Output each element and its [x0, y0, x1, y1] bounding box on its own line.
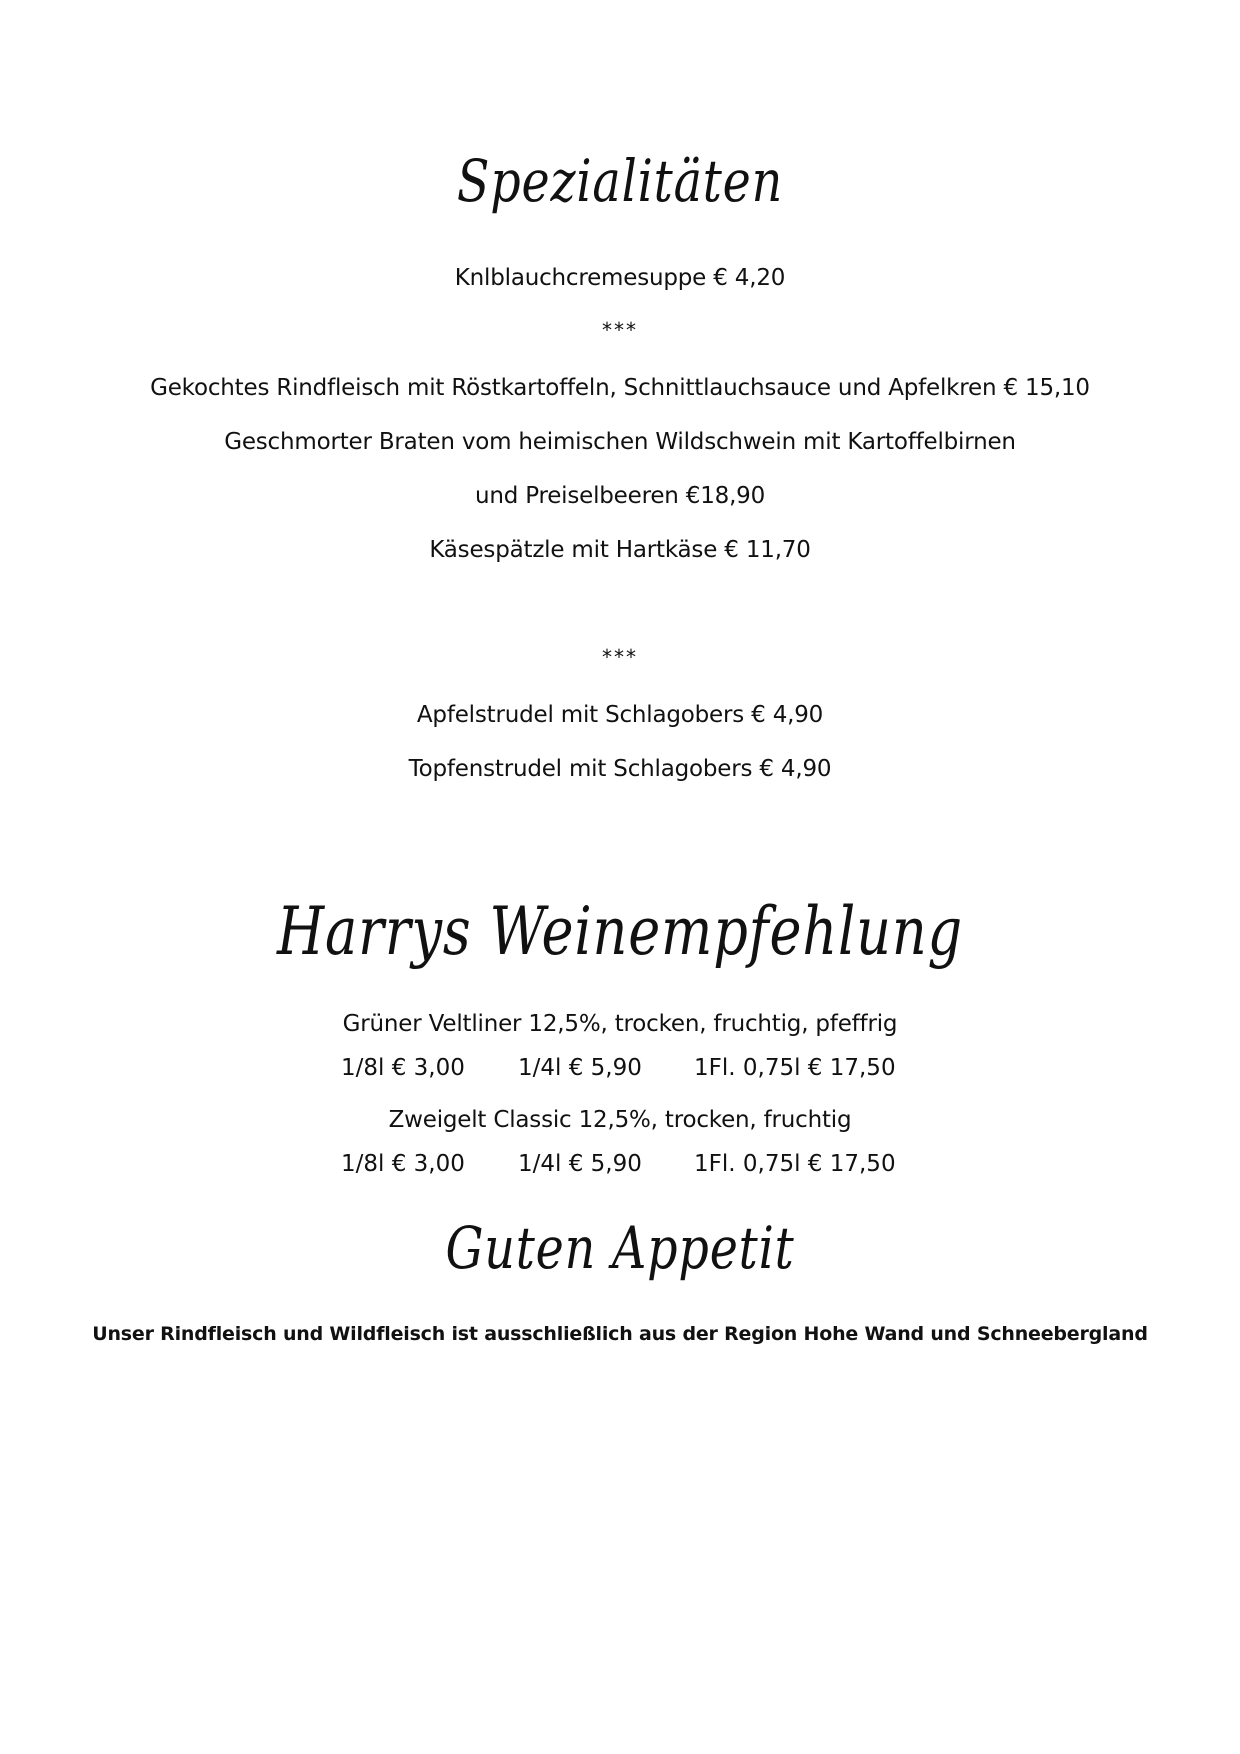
course-separator: ***	[602, 645, 638, 669]
price-bottle: 1Fl. 0,75l € 17,50	[694, 1151, 896, 1177]
main-course-item: Geschmorter Braten vom heimischen Wildschwein mit Kartoffelbirnen	[224, 429, 1016, 455]
dessert-item: Topfenstrudel mit Schlagobers € 4,90	[408, 756, 832, 782]
dessert-item: Apfelstrudel mit Schlagobers € 4,90	[416, 702, 824, 728]
soup-item: Knlblauchcremesuppe € 4,20	[454, 265, 786, 291]
closing-title: Guten Appetit	[445, 1214, 795, 1282]
main-course-item: Gekochtes Rindfleisch mit Röstkartoffeln, Schnittlauchsauce und Apfelkren € 15,10	[150, 375, 1090, 401]
wine-name: Grüner Veltliner 12,5%, trocken, fruchtig, pfeffrig	[342, 1011, 898, 1037]
specials-title: Spezialitäten	[456, 147, 784, 215]
price-bottle: 1Fl. 0,75l € 17,50	[694, 1055, 896, 1081]
wine-name: Zweigelt Classic 12,5%, trocken, fruchtig	[388, 1107, 852, 1133]
main-course-item-continuation: und Preiselbeeren €18,90	[474, 483, 766, 509]
price-quarter-liter: 1/4l € 5,90	[518, 1055, 642, 1081]
price-eighth-liter: 1/8l € 3,00	[341, 1151, 465, 1177]
wine-title: Harrys Weinempfehlung	[277, 893, 963, 970]
course-separator: ***	[602, 318, 638, 342]
origin-note: Unser Rindfleisch und Wildfleisch ist ausschließlich aus der Region Hohe Wand und Schneebergland	[92, 1323, 1148, 1345]
main-course-item: Käsespätzle mit Hartkäse € 11,70	[429, 537, 811, 563]
price-eighth-liter: 1/8l € 3,00	[341, 1055, 465, 1081]
price-quarter-liter: 1/4l € 5,90	[518, 1151, 642, 1177]
